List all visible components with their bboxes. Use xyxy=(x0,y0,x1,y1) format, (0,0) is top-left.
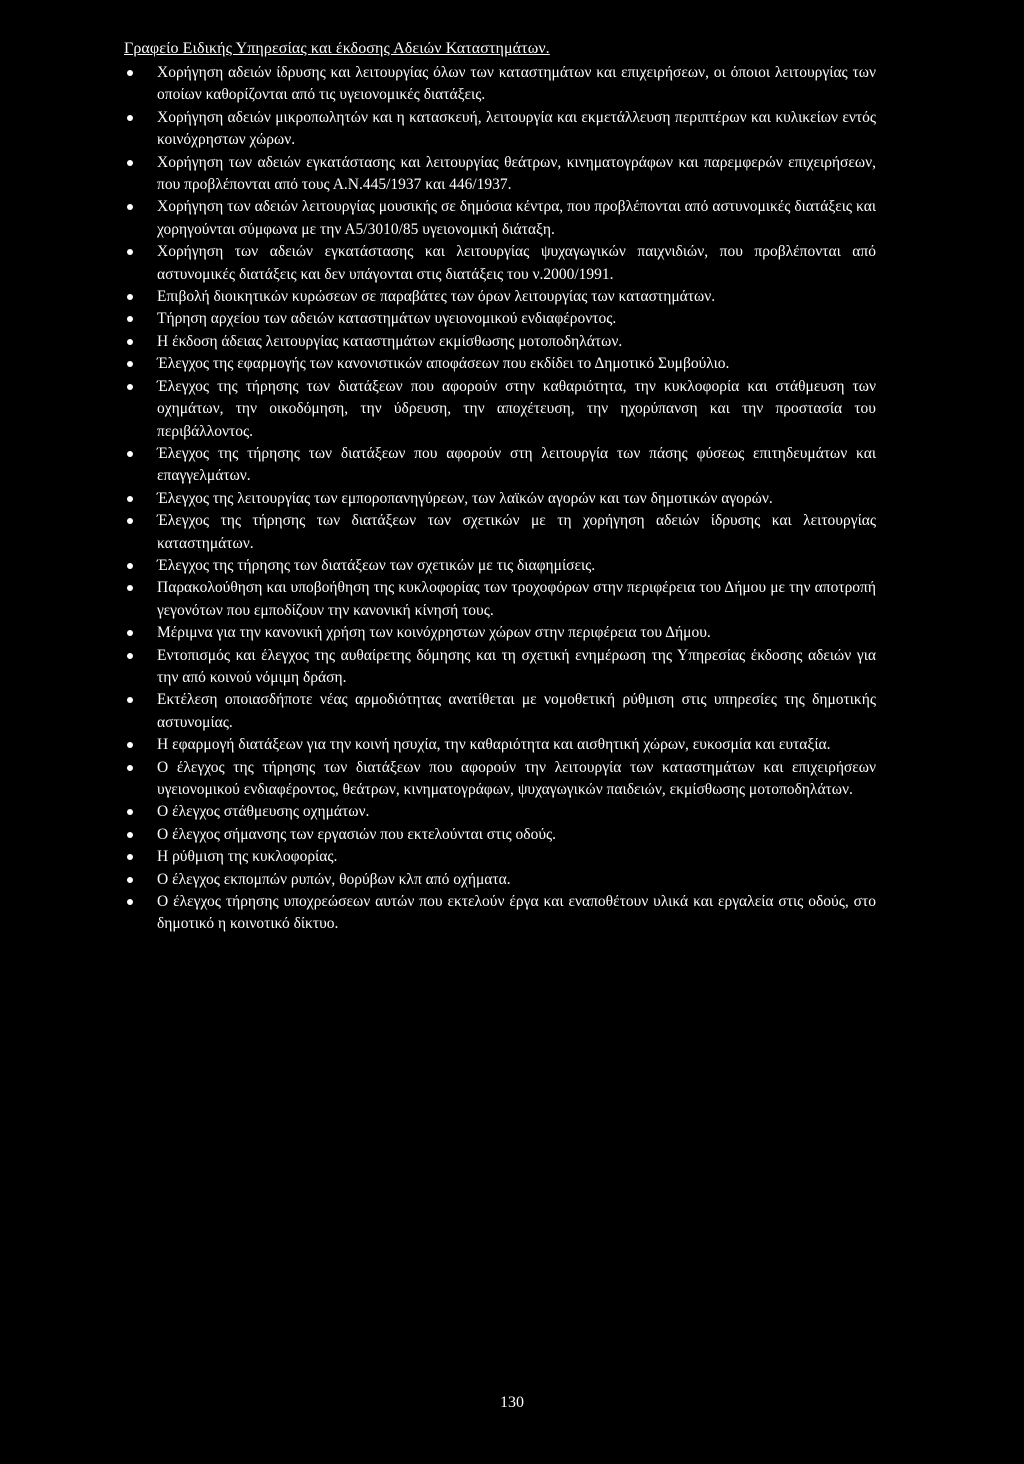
bullet-icon xyxy=(127,339,133,345)
bullet-icon xyxy=(127,518,133,524)
bullet-icon xyxy=(127,563,133,569)
list-item-text: Ο έλεγχος τήρησης υποχρεώσεων αυτών που εκτελούν έργα και εναποθέτουν υλικά και εργαλεία στις οδούς, στο δημοτικό η κοινοτικό δίκτυο. xyxy=(157,893,876,933)
list-item-text: Τήρηση αρχείου των αδειών καταστημάτων υγειονομικού ενδιαφέροντος. xyxy=(157,310,617,328)
list-item xyxy=(124,331,876,353)
duties-list xyxy=(124,62,876,936)
list-item-text: Χορήγηση των αδειών εγκατάστασης και λειτουργίας ψυχαγωγικών παιχνιδιών, που προβλέπονται από αστυνομικές διατάξεις και δεν υπάγονται στις διατάξεις του ν.2000/1991. xyxy=(157,243,876,283)
list-item xyxy=(124,689,876,734)
bullet-icon xyxy=(127,361,133,367)
bullet-icon xyxy=(127,899,133,905)
bullet-icon xyxy=(127,630,133,636)
list-item xyxy=(124,353,876,375)
list-item xyxy=(124,286,876,308)
bullet-icon xyxy=(127,585,133,591)
list-item-text: Επιβολή διοικητικών κυρώσεων σε παραβάτες των όρων λειτουργίας των καταστημάτων. xyxy=(157,288,716,306)
list-item-text: Χορήγηση αδειών ίδρυσης και λειτουργίας όλων των καταστημάτων και επιχειρήσεων, οι όποιοι λειτουργίας των οποίων καθορίζονται από τις υγειονομικές διατάξεις. xyxy=(157,64,876,104)
list-item xyxy=(124,734,876,756)
list-item-text: Εκτέλεση οποιασδήποτε νέας αρμοδιότητας ανατίθεται με νομοθετική ρύθμιση στις υπηρεσίες της δημοτικής αστυνομίας. xyxy=(157,691,876,731)
bullet-icon xyxy=(127,451,133,457)
list-item-text: Έλεγχος της εφαρμογής των κανονιστικών αποφάσεων που εκδίδει το Δημοτικό Συμβούλιο. xyxy=(157,355,730,373)
list-item-text: Χορήγηση των αδειών λειτουργίας μουσικής σε δημόσια κέντρα, που προβλέπονται από αστυνομικές διατάξεις και χορηγούνται σύμφωνα με την Α5/3010/85 υγειονομική διάταξη. xyxy=(157,198,876,238)
list-item-text: Ο έλεγχος της τήρησης των διατάξεων που αφορούν την λειτουργία των καταστημάτων και επιχειρήσεων υγειονομικού ενδιαφέροντος, θεάτρων, κινηματογράφων, ψυχαγωγικών παιδειών, εκμίσθωσης μοτοποδηλάτων. xyxy=(157,758,876,798)
list-item-text: Εντοπισμός και έλεγχος της αυθαίρετης δόμησης και τη σχετική ενημέρωση της Υπηρεσίας έκδοσης αδειών για την από κοινού νόμιμη δράση. xyxy=(157,646,876,686)
list-item xyxy=(124,443,876,488)
list-item-text: Χορήγηση αδειών μικροπωλητών και η κατασκευή, λειτουργία και εκμετάλλευση περιπτέρων και κυλικείων εντός κοινόχρηστων χώρων. xyxy=(157,108,876,149)
list-item xyxy=(124,846,876,868)
list-item xyxy=(124,488,876,510)
bullet-icon xyxy=(127,697,133,703)
bullet-icon xyxy=(127,160,133,166)
list-item-text: Ο έλεγχος εκπομπών ρυπών, θορύβων κλπ από οχήματα. xyxy=(157,870,511,888)
section-heading: Γραφείο Ειδικής Υπηρεσίας και έκδοσης Αδειών Καταστημάτων. xyxy=(124,40,550,57)
list-item-text: Έλεγχος της τήρησης των διατάξεων που αφορούν στη λειτουργία των πάσης φύσεως επιτηδευμάτων και επαγγελμάτων. xyxy=(157,444,876,485)
list-item-text: Ο έλεγχος σήμανσης των εργασιών που εκτελούνται στις οδούς. xyxy=(157,825,557,843)
bullet-icon xyxy=(127,204,133,210)
bullet-icon xyxy=(127,854,133,860)
list-item-text: Έλεγχος της τήρησης των διατάξεων των σχετικών με τις διαφημίσεις. xyxy=(157,556,596,574)
list-item xyxy=(124,107,876,152)
bullet-icon xyxy=(127,115,133,121)
list-item xyxy=(124,555,876,577)
list-item-text: Παρακολούθηση και υποβοήθηση της κυκλοφορίας των τροχοφόρων στην περιφέρεια του Δήμου με την αποτροπή γεγονότων που εμποδίζουν την κανονική κίνησή τους. xyxy=(157,579,876,619)
document-page xyxy=(124,38,876,936)
list-item-text: Έλεγχος της λειτουργίας των εμποροπανηγύρεων, των λαϊκών αγορών και των δημοτικών αγορών. xyxy=(157,489,773,507)
list-item xyxy=(124,152,876,197)
page-number: 130 xyxy=(500,1394,524,1411)
list-item xyxy=(124,824,876,846)
bullet-icon xyxy=(127,877,133,883)
bullet-icon xyxy=(127,653,133,659)
list-item-text: Η ρύθμιση της κυκλοφορίας. xyxy=(157,848,338,866)
list-item xyxy=(124,196,876,241)
list-item-text: Έλεγχος της τήρησης των διατάξεων των σχετικών με τη χορήγηση αδειών ίδρυσης και λειτουργίας καταστημάτων. xyxy=(157,512,876,552)
list-item-text: Ο έλεγχος στάθμευσης οχημάτων. xyxy=(157,803,370,821)
list-item xyxy=(124,241,876,286)
bullet-icon xyxy=(127,832,133,838)
list-item xyxy=(124,869,876,891)
list-item xyxy=(124,622,876,644)
list-item-text: Η έκδοση άδειας λειτουργίας καταστημάτων εκμίσθωσης μοτοποδηλάτων. xyxy=(157,332,623,350)
bullet-icon xyxy=(127,496,133,502)
list-item-text: Χορήγηση των αδειών εγκατάστασης και λειτουργίας θεάτρων, κινηματογράφων και παρεμφερών επιχειρήσεων, που προβλέπονται από τους Α.Ν.445/1937 και 446/1937. xyxy=(157,153,876,194)
list-item xyxy=(124,891,876,936)
bullet-icon xyxy=(127,70,133,76)
bullet-icon xyxy=(127,384,133,390)
bullet-icon xyxy=(127,249,133,255)
list-item xyxy=(124,376,876,443)
list-item xyxy=(124,62,876,107)
bullet-icon xyxy=(127,316,133,322)
list-item-text: Μέριμνα για την κανονική χρήση των κοινόχρηστων χώρων στην περιφέρεια του Δήμου. xyxy=(157,624,711,642)
list-item xyxy=(124,577,876,622)
list-item-text: Η εφαρμογή διατάξεων για την κοινή ησυχία, την καθαριότητα και αισθητική χώρων, ευκοσμία και ευταξία. xyxy=(157,736,831,754)
list-item xyxy=(124,757,876,802)
bullet-icon xyxy=(127,742,133,748)
bullet-icon xyxy=(127,294,133,300)
bullet-icon xyxy=(127,765,133,771)
list-item xyxy=(124,510,876,555)
list-item xyxy=(124,801,876,823)
bullet-icon xyxy=(127,809,133,815)
list-item xyxy=(124,308,876,330)
list-item-text: Έλεγχος της τήρησης των διατάξεων που αφορούν στην καθαριότητα, την κυκλοφορία και στάθμευση των οχημάτων, την οικοδόμηση, την ύδρευση, την αποχέτευση, την ηχορύπανση και την προστασία του περιβάλλοντος. xyxy=(157,377,876,440)
list-item xyxy=(124,645,876,690)
